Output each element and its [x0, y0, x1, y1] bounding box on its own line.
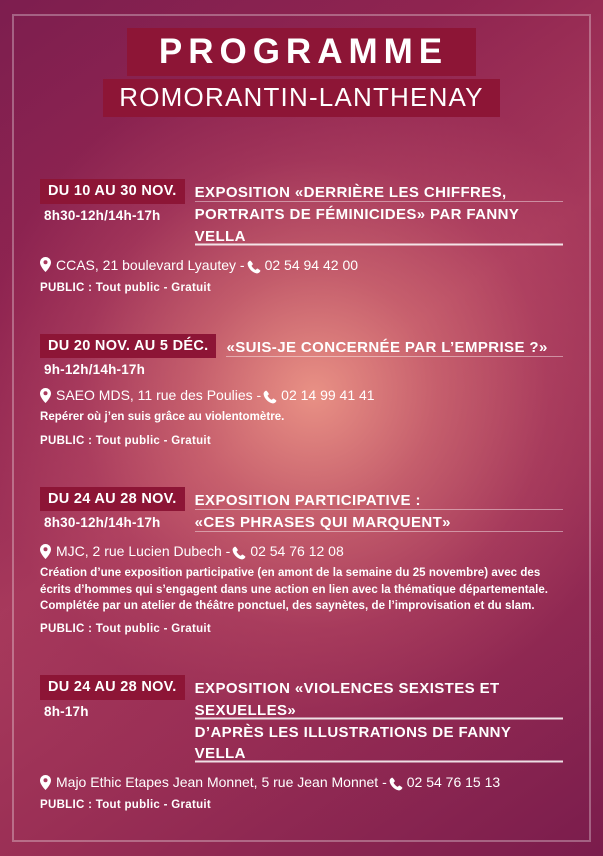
event-title-line2: D’APRÈS LES ILLUSTRATIONS DE FANNY VELLA [195, 722, 563, 765]
event-title-column [185, 179, 563, 247]
event-date-column [40, 334, 216, 378]
event-description: Repérer où j’en suis grâce au violentomètre. [40, 411, 285, 424]
event-location-row [40, 543, 563, 559]
event-date-badge: DU 10 AU 30 NOV. [40, 179, 185, 204]
event-public: PUBLIC : Tout public - Gratuit [40, 799, 212, 812]
phone-icon [247, 260, 261, 274]
phone-icon [263, 390, 277, 404]
event-location-row [40, 774, 563, 790]
event-title-column [216, 334, 563, 358]
event-phone[interactable]: 02 54 94 42 00 [264, 256, 359, 273]
event-public: PUBLIC : Tout public - Gratuit [40, 434, 212, 447]
event-phone[interactable]: 02 54 76 12 08 [250, 543, 344, 560]
event-item [40, 487, 563, 636]
event-location: CCAS, 21 boulevard Lyautey - [56, 256, 245, 273]
event-title-line2: «CES PHRASES QUI MARQUENT» [195, 512, 563, 533]
poster-header [14, 28, 589, 117]
event-item [40, 675, 563, 811]
event-phone[interactable]: 02 54 76 15 13 [406, 774, 501, 791]
page-title: PROGRAMME [127, 28, 476, 76]
map-pin-icon [40, 388, 51, 403]
event-title-line1: EXPOSITION «VIOLENCES SEXISTES ET SEXUELLES» [195, 678, 563, 721]
event-location: SAEO MDS, 11 rue des Poulies - [56, 387, 262, 404]
event-title-line1: EXPOSITION «DERRIÈRE LES CHIFFRES, [195, 182, 563, 203]
map-pin-icon [40, 775, 51, 790]
event-description: Création d’une exposition participative (en amont de la semaine du 25 novembre) avec des écrits d’hommes qui s’engagent dans une action en lien avec la thématique départementale. Complétée par un atelier de théâtre ponctuel, des saynètes, de l’improvisation et du slam. [40, 567, 549, 612]
event-location: MJC, 2 rue Lucien Dubech - [56, 543, 231, 560]
event-title-line1: «SUIS-JE CONCERNÉE PAR L’EMPRISE ?» [226, 337, 563, 358]
event-date-column [40, 675, 185, 719]
event-title-column [185, 675, 563, 764]
event-header [40, 487, 563, 534]
events-list [14, 179, 589, 811]
event-date-badge: DU 20 NOV. AU 5 DÉC. [40, 334, 216, 359]
event-title-column [185, 487, 563, 534]
map-pin-icon [40, 257, 51, 272]
page-subtitle: ROMORANTIN-LANTHENAY [103, 79, 499, 117]
event-hours: 8h30-12h/14h-17h [44, 515, 161, 531]
event-date-column [40, 487, 185, 531]
event-item [40, 334, 563, 447]
event-location: Majo Ethic Etapes Jean Monnet, 5 rue Jean Monnet - [56, 774, 387, 791]
event-header [40, 675, 563, 764]
event-date-badge: DU 24 AU 28 NOV. [40, 675, 185, 700]
event-title-line2: PORTRAITS DE FÉMINICIDES» PAR FANNY VELLA [195, 204, 563, 247]
event-header [40, 179, 563, 247]
event-date-column [40, 179, 185, 223]
phone-icon [389, 777, 403, 791]
event-header [40, 334, 563, 378]
event-item [40, 179, 563, 294]
event-title-line1: EXPOSITION PARTICIPATIVE : [195, 490, 563, 511]
event-location-row [40, 257, 563, 273]
event-hours: 8h-17h [44, 703, 89, 719]
phone-icon [232, 546, 246, 560]
event-location-row [40, 387, 563, 403]
event-phone[interactable]: 02 14 99 41 41 [281, 387, 375, 404]
event-date-badge: DU 24 AU 28 NOV. [40, 487, 185, 512]
poster-inner-frame [12, 14, 591, 842]
map-pin-icon [40, 544, 51, 559]
event-public: PUBLIC : Tout public - Gratuit [40, 623, 212, 636]
event-hours: 9h-12h/14h-17h [44, 362, 146, 378]
event-hours: 8h30-12h/14h-17h [44, 207, 161, 223]
event-public: PUBLIC : Tout public - Gratuit [40, 281, 212, 294]
